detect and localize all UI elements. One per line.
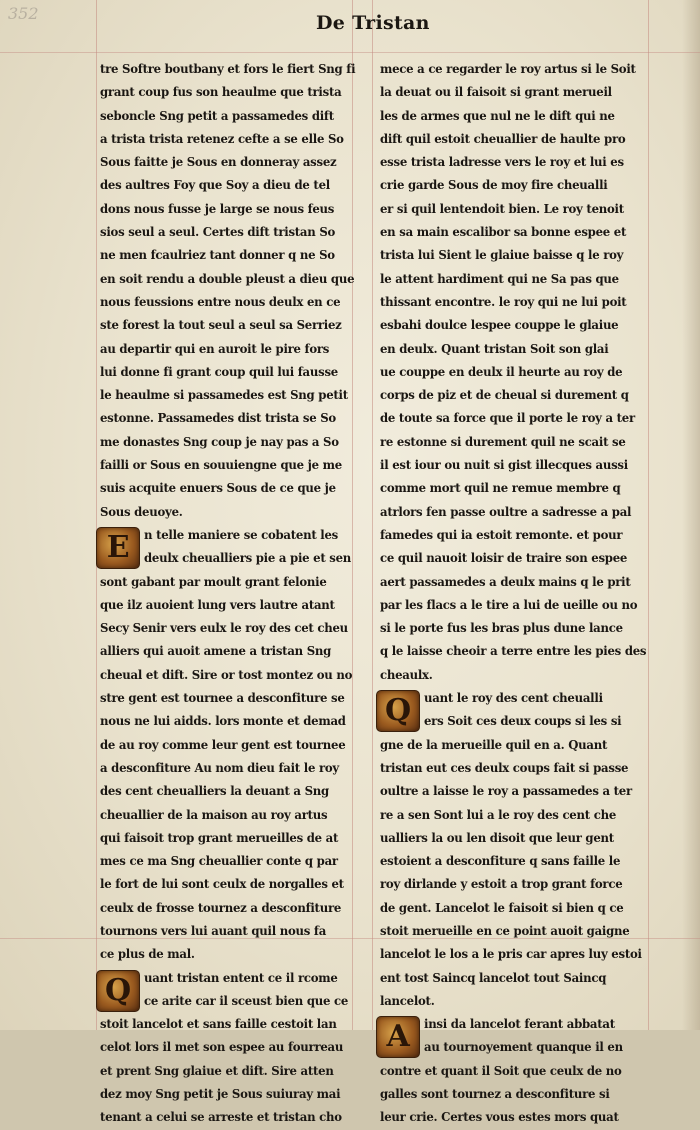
text-line: le attent hardiment qui ne Sa pas que	[380, 271, 619, 286]
left-paragraph-3	[100, 967, 358, 1130]
text-line: tenant a celui se arreste et tristan cho	[100, 1110, 342, 1125]
text-line: seboncle Sng petit a passamedes dift	[100, 108, 334, 123]
right-paragraph-2-lines	[380, 687, 640, 1013]
text-line: que ilz auoient lung vers lautre atant	[100, 597, 335, 612]
text-line: stre gent est tournee a desconfiture se	[100, 691, 345, 706]
text-line: re a sen Sont lui a le roy des cent che	[380, 807, 617, 822]
text-line: dez moy Sng petit je Sous suiuray mai	[100, 1087, 341, 1102]
text-line: gne de la merueille quil en a. Quant	[380, 737, 608, 752]
text-line: trista lui Sient le glaiue baisse q le roy	[380, 248, 624, 263]
text-line: les de armes que nul ne le dift qui ne	[380, 108, 615, 123]
text-line: thissant encontre. le roy qui ne lui poit	[380, 294, 627, 309]
text-line: mece a ce regarder le roy artus si le Soit	[380, 62, 636, 76]
text-line: comme mort quil ne remue membre q	[380, 481, 621, 496]
text-line: leur crie. Certes vous estes mors quat	[380, 1110, 619, 1125]
text-line: famedes qui ia estoit remonte. et pour	[380, 527, 623, 542]
text-line: suis acquite enuers Sous de ce que je	[100, 481, 336, 496]
text-line: au departir qui en auroit le pire fors	[100, 341, 330, 356]
text-line: ceulx de frosse tournez a desconfiture	[100, 900, 342, 915]
left-paragraph-2	[100, 524, 358, 967]
illuminated-initial: A	[376, 1016, 420, 1058]
text-line: mes ce ma Sng cheuallier conte q par	[100, 854, 338, 869]
text-line: corps de piz et de cheual si durement q	[380, 388, 629, 403]
text-line: Secy Senir vers eulx le roy des cet cheu	[100, 621, 348, 636]
left-paragraph-2-lines	[100, 524, 358, 967]
text-line: lancelot le los a le pris car apres luy estoi	[380, 947, 642, 962]
text-line: estonne. Passamedes dist trista se So	[100, 411, 336, 426]
text-line: Sous faitte je Sous en donneray assez	[100, 155, 337, 170]
text-line: Sous deuoye.	[100, 504, 183, 519]
text-line: re estonne si durement quil ne scait se	[380, 434, 626, 449]
text-line: le heaulme si passamedes est Sng petit	[100, 388, 348, 403]
right-paragraph-2	[380, 687, 640, 1013]
right-paragraph-3	[380, 1013, 640, 1129]
text-line: de toute sa force que il porte le roy a ter	[380, 411, 635, 426]
text-line: le fort de lui sont ceulx de norgalles et	[100, 877, 344, 892]
text-line: alliers qui auoit amene a tristan Sng	[100, 644, 332, 659]
text-line: cheuallier de la maison au roy artus	[100, 807, 328, 822]
text-line: de gent. Lancelot le faisoit si bien q ce	[380, 900, 624, 915]
text-line: deulx cheualliers pie a pie et sen	[144, 551, 352, 566]
text-line: il est iour ou nuit si gist illecques aussi	[380, 458, 628, 473]
text-line: si le porte fus les bras plus dune lance	[380, 621, 623, 636]
text-line: roy dirlande y estoit a trop grant force	[380, 877, 623, 892]
text-line: tre Softre boutbany et fors le fiert Sng fi	[100, 62, 356, 76]
text-line: stoit lancelot et sans faille cestoit lan	[100, 1017, 337, 1032]
text-line: nous feussions entre nous deulx en ce	[100, 294, 341, 309]
text-line: lui donne fi grant coup quil lui fausse	[100, 364, 338, 379]
text-line: tournons vers lui auant quil nous fa	[100, 923, 327, 938]
text-line: tristan eut ces deulx coups fait si passe	[380, 760, 629, 775]
text-line: ent tost Saincq lancelot tout Saincq	[380, 970, 607, 985]
text-line: contre et quant il Soit que ceulx de no	[380, 1063, 622, 1078]
text-line: en deulx. Quant tristan Soit son glai	[380, 341, 609, 356]
text-line: grant coup fus son heaulme que trista	[100, 85, 342, 100]
text-line: uant tristan entent ce il rcome	[144, 970, 338, 985]
text-line: qui faisoit trop grant merueilles de at	[100, 830, 339, 845]
text-line: crie garde Sous de moy fire cheualli	[380, 178, 608, 193]
text-line: de au roy comme leur gent est tournee	[100, 737, 346, 752]
text-line: ste forest la tout seul a seul sa Serriez	[100, 318, 342, 333]
text-line: celot lors il met son espee au fourreau	[100, 1040, 344, 1055]
text-line: me donastes Sng coup je nay pas a So	[100, 434, 339, 449]
text-line: stoit merueille en ce point auoit gaigne	[380, 923, 630, 938]
text-line: a trista trista retenez cefte a se elle So	[100, 131, 344, 146]
text-line: esbahi doulce lespee couppe le glaiue	[380, 318, 619, 333]
text-line: sont gabant par moult grant felonie	[100, 574, 327, 589]
illuminated-initial: Q	[96, 970, 140, 1012]
text-line: er si quil lentendoit bien. Le roy tenoit	[380, 201, 624, 216]
text-line: et prent Sng glaiue et dift. Sire atten	[100, 1063, 334, 1078]
text-line: a desconfiture Au nom dieu fait le roy	[100, 760, 339, 775]
text-line: des cent cheualliers la deuant a Sng	[100, 784, 329, 799]
text-line: en sa main escalibor sa bonne espee et	[380, 225, 627, 240]
text-line: ce quil nauoit loisir de traire son espee	[380, 551, 628, 566]
text-line: n telle maniere se cobatent les	[144, 527, 339, 542]
right-paragraph-1	[380, 58, 647, 687]
text-line: estoient a desconfiture q sans faille le	[380, 854, 621, 869]
text-line: cheual et dift. Sire or tost montez ou no	[100, 667, 353, 682]
text-line: failli or Sous en souuiengne que je me	[100, 458, 342, 473]
margin-rule-right	[648, 0, 649, 1030]
text-line: nous ne lui aidds. lors monte et demad	[100, 714, 346, 729]
text-line: en soit rendu a double pleust a dieu que	[100, 271, 355, 286]
text-line: par les flacs a le tire a lui de ueille ou no	[380, 597, 638, 612]
text-line: aert passamedes a deulx mains q le prit	[380, 574, 631, 589]
text-line: ualliers la ou len disoit que leur gent	[380, 830, 614, 845]
illuminated-initial: E	[96, 527, 140, 569]
text-line: dift quil estoit cheuallier de haulte pro	[380, 131, 626, 146]
text-line: lancelot.	[380, 993, 435, 1008]
text-line: cheaulx.	[380, 667, 433, 682]
text-line: ce arite car il sceust bien que ce	[144, 993, 349, 1008]
text-line: galles sont tournez a desconfiture si	[380, 1087, 610, 1102]
text-line: oultre a laisse le roy a passamedes a ter	[380, 784, 632, 799]
running-head: De Tristan	[316, 12, 430, 34]
text-line: atrlors fen passe oultre a sadresse a pal	[380, 504, 632, 519]
text-line: esse trista ladresse vers le roy et lui es	[380, 155, 624, 170]
text-line: q le laisse cheoir a terre entre les pies des	[380, 644, 647, 659]
left-paragraph-1	[100, 58, 358, 524]
text-line: ce plus de mal.	[100, 947, 195, 962]
margin-rule-left	[96, 0, 97, 1030]
text-line: dons nous fusse je large se nous feus	[100, 201, 335, 216]
page-edge-shadow	[682, 0, 700, 1030]
text-line: ue couppe en deulx il heurte au roy de	[380, 364, 623, 379]
illuminated-initial: Q	[376, 690, 420, 732]
text-line: des aultres Foy que Soy a dieu de tel	[100, 178, 330, 193]
column-rule-2	[372, 0, 373, 1030]
text-line: uant le roy des cent cheualli	[424, 691, 603, 706]
text-line: la deuat ou il faisoit si grant merueil	[380, 85, 612, 100]
text-line: insi da lancelot ferant abbatat	[424, 1017, 615, 1032]
left-column	[100, 58, 358, 1130]
folio-number: 352	[8, 4, 39, 23]
text-line: au tournoyement quanque il en	[424, 1040, 623, 1055]
top-rule	[0, 52, 700, 53]
text-line: sios seul a seul. Certes dift tristan So	[100, 225, 336, 240]
text-line: ne men fcaulriez tant donner q ne So	[100, 248, 335, 263]
text-line: ers Soit ces deux coups si les si	[424, 714, 622, 729]
right-column	[380, 58, 647, 1130]
